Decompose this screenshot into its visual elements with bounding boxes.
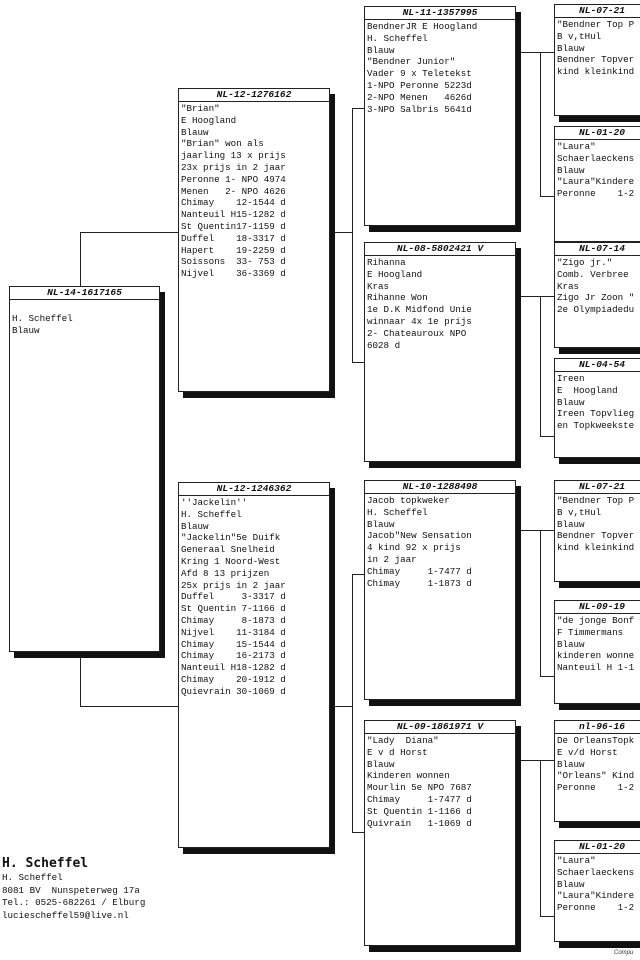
ring-number: nl-96-16 <box>555 721 640 734</box>
connector-line <box>540 916 554 917</box>
card-line: St Quentin17-1159 d <box>181 220 286 232</box>
card-line: H. Scheffel <box>367 506 428 518</box>
ring-number: NL-14-1617165 <box>10 287 159 300</box>
card-line: in 2 jaar <box>367 553 417 565</box>
ring-number: NL-04-54 <box>555 359 640 372</box>
ring-number: NL-09-19 <box>555 601 640 614</box>
card-line: Peronne 1- NPO 4974 <box>181 173 286 185</box>
pedigree-card-gen4 <box>554 600 640 704</box>
pedigree-card-sire <box>178 88 330 392</box>
card-line: 1e D.K Midfond Unie <box>367 304 472 316</box>
connector-line <box>80 232 81 286</box>
card-line: 4 kind 92 x prijs <box>367 542 461 554</box>
card-line: Blauw <box>557 396 585 408</box>
pedigree-card-subject <box>9 286 160 652</box>
card-line: "Orleans" Kind <box>557 770 635 782</box>
card-line: 3-NPO Salbris 5641d <box>367 103 472 115</box>
card-line: Blauw <box>557 878 585 890</box>
card-line: H. Scheffel <box>367 32 428 44</box>
breeder-line: H. Scheffel <box>2 872 63 883</box>
card-line: Chimay 20-1912 d <box>181 673 286 685</box>
card-line: "Laura"Kindere <box>557 176 635 188</box>
card-line: Nanteuil H 1-1 <box>557 662 635 674</box>
card-line: Afd 8 13 prijzen <box>181 567 270 579</box>
card-line: E Hoogland <box>557 384 618 396</box>
pedigree-card-gen4 <box>554 480 640 582</box>
card-line: Chimay 8-1873 d <box>181 614 286 626</box>
ring-number: NL-10-1288498 <box>365 481 515 494</box>
card-line: 2e Olympiadedu <box>557 304 635 316</box>
card-line: Bendner Topver <box>557 530 635 542</box>
card-line: Jacob"New Sensation <box>367 530 472 542</box>
card-line: kind kleinkind <box>557 542 635 554</box>
card-line: Menen 2- NPO 4626 <box>181 185 286 197</box>
connector-line <box>352 832 364 833</box>
card-line: Kring 1 Noord-West <box>181 555 281 567</box>
card-line: "Laura"Kindere <box>557 890 635 902</box>
card-line: Nanteuil H15-1282 d <box>181 209 286 221</box>
ring-number: NL-07-21 <box>555 5 640 18</box>
card-line: "Zigo jr." <box>557 257 613 268</box>
card-line: Chimay 1-1873 d <box>367 577 472 589</box>
ring-number: NL-01-20 <box>555 841 640 854</box>
connector-line <box>540 196 554 197</box>
connector-line <box>352 108 353 233</box>
card-line: Blauw <box>181 126 209 138</box>
card-line: Vader 9 x Teletekst <box>367 68 472 80</box>
card-line: Mourlin 5e NPO 7687 <box>367 782 472 794</box>
connector-line <box>516 296 554 297</box>
card-line: Rihanne Won <box>367 292 428 304</box>
card-line: "Bendner Top P <box>557 19 635 30</box>
connector-line <box>352 232 353 362</box>
pedigree-card-dam <box>178 482 330 848</box>
card-line: Schaerlaeckens <box>557 152 635 164</box>
card-line: winnaar 4x 1e prijs <box>367 315 472 327</box>
card-line: B v,tHul <box>557 506 602 518</box>
ring-number: NL-08-5802421 V <box>365 243 515 256</box>
card-line: Jacob topkweker <box>367 495 450 506</box>
card-line: Ireen <box>557 373 585 384</box>
software-credit: Compu <box>614 950 634 956</box>
card-line: Blauw <box>557 518 585 530</box>
connector-line <box>540 676 554 677</box>
card-line: Blauw <box>367 518 395 530</box>
card-line <box>12 301 159 313</box>
card-line: "Laura" <box>557 855 596 866</box>
card-line: Nijvel 36-3369 d <box>181 268 286 280</box>
card-line: Comb. Verbree <box>557 268 629 280</box>
card-line: Nijvel 11-3184 d <box>181 626 286 638</box>
card-line: Blauw <box>367 758 395 770</box>
card-line: "de jonge Bonf <box>557 615 635 626</box>
connector-line <box>540 296 541 437</box>
card-line: E v d Horst <box>367 746 428 758</box>
card-line: ''Jackelin'' <box>181 497 248 508</box>
card-line: Peronne 1-2 <box>557 782 635 794</box>
card-line: 2-NPO Menen 4626d <box>367 91 472 103</box>
card-line: "Lady Diana" <box>367 735 439 746</box>
card-line: E v/d Horst <box>557 746 618 758</box>
connector-line <box>540 436 554 437</box>
connector-line <box>352 574 364 575</box>
card-line: "Laura" <box>557 141 596 152</box>
connector-line <box>516 52 554 53</box>
ring-number: NL-12-1246362 <box>179 483 329 496</box>
breeder-info <box>2 856 145 922</box>
card-line: Quivrain 1-1069 d <box>367 817 472 829</box>
card-line: Zigo Jr Zoon " <box>557 292 635 304</box>
card-line: "Bendner Junior" <box>367 56 456 68</box>
card-line: Chimay 12-1544 d <box>181 197 286 209</box>
connector-line <box>352 362 364 363</box>
card-line: Peronne 1-2 <box>557 188 635 200</box>
card-line: De OrleansTopk <box>557 735 635 746</box>
connector-line <box>80 706 179 707</box>
card-line: Duffel 18-3317 d <box>181 232 286 244</box>
card-line: Chimay 15-1544 d <box>181 638 286 650</box>
card-line: Bendner Topver <box>557 54 635 66</box>
card-line: Generaal Snelheid <box>181 544 275 556</box>
card-line: en Topkweekste <box>557 420 635 432</box>
card-line: E Hoogland <box>181 114 237 126</box>
card-line: Hapert 19-2259 d <box>181 244 286 256</box>
card-line: 2- Chateauroux NPO <box>367 327 467 339</box>
card-line: Blauw <box>12 324 40 336</box>
connector-line <box>516 760 554 761</box>
card-line: Blauw <box>557 758 585 770</box>
card-line: Rihanna <box>367 257 406 268</box>
card-line: kinderen wonne <box>557 650 635 662</box>
card-line: jaarling 13 x prijs <box>181 150 286 162</box>
card-line: Peronne 1-2 <box>557 902 635 914</box>
card-line: Kinderen wonnen <box>367 770 450 782</box>
card-line: Duffel 3-3317 d <box>181 591 286 603</box>
card-line: 6028 d <box>367 339 401 351</box>
pedigree-card-gen4 <box>554 4 640 116</box>
connector-line <box>516 530 554 531</box>
connector-line <box>330 706 353 707</box>
connector-line <box>540 760 541 917</box>
connector-line <box>80 232 179 233</box>
card-line: H. Scheffel <box>12 312 73 324</box>
card-line: St Quentin 1-1166 d <box>367 805 472 817</box>
card-line: Blauw <box>181 520 209 532</box>
card-line: kind kleinkind <box>557 66 635 78</box>
card-line: BendnerJR E Hoogland <box>367 21 478 32</box>
card-line: Chimay 1-7477 d <box>367 793 472 805</box>
ring-number: NL-09-1861971 V <box>365 721 515 734</box>
card-line: Ireen Topvlieg <box>557 408 635 420</box>
ring-number: NL-11-1357995 <box>365 7 515 20</box>
card-line: H. Scheffel <box>181 508 242 520</box>
card-line: Kras <box>557 280 580 292</box>
card-line: Kras <box>367 280 390 292</box>
card-line: Nanteuil H18-1282 d <box>181 662 286 674</box>
card-line: Blauw <box>367 44 395 56</box>
connector-line <box>540 530 541 677</box>
card-line: St Quentin 7-1166 d <box>181 603 286 615</box>
card-line: F Timmermans <box>557 626 624 638</box>
connector-line <box>352 706 353 833</box>
ring-number: NL-07-14 <box>555 243 640 256</box>
card-line: "Jackelin"5e Duifk <box>181 532 281 544</box>
connector-line <box>352 574 353 707</box>
connector-line <box>352 108 364 109</box>
pedigree-card-dam-sire <box>364 480 516 700</box>
pedigree-card-gen4 <box>554 358 640 458</box>
card-line: Chimay 1-7477 d <box>367 565 472 577</box>
connector-line <box>330 232 353 233</box>
pedigree-card-sire-dam <box>364 242 516 462</box>
card-line: Schaerlaeckens <box>557 866 635 878</box>
ring-number: NL-12-1276162 <box>179 89 329 102</box>
card-line: "Brian" won als <box>181 138 264 150</box>
breeder-address: 8081 BV Nunspeterweg 17a <box>2 884 140 896</box>
pedigree-card-sire-sire <box>364 6 516 226</box>
card-line: Blauw <box>557 164 585 176</box>
breeder-email: luciescheffel59@live.nl <box>2 909 129 921</box>
card-line: 25x prijs in 2 jaar <box>181 579 286 591</box>
card-line: 23x prijs in 2 jaar <box>181 161 286 173</box>
card-line: B v,tHul <box>557 30 602 42</box>
ring-number: NL-01-20 <box>555 127 640 140</box>
connector-line <box>540 52 541 197</box>
pedigree-card-gen4 <box>554 242 640 348</box>
card-line: 1-NPO Peronne 5223d <box>367 79 472 91</box>
card-line: Quievrain 30-1069 d <box>181 685 286 697</box>
card-line: Blauw <box>557 638 585 650</box>
connector-line <box>80 652 81 706</box>
card-line: Soissons 33- 753 d <box>181 256 286 268</box>
card-line: E Hoogland <box>367 268 423 280</box>
breeder-name: H. Scheffel <box>2 856 89 871</box>
card-line: "Bendner Top P <box>557 495 635 506</box>
card-line: Blauw <box>557 42 585 54</box>
breeder-phone: Tel.: 0525-682261 / Elburg <box>2 897 146 908</box>
pedigree-card-gen4 <box>554 840 640 942</box>
pedigree-card-dam-dam <box>364 720 516 946</box>
pedigree-card-gen4 <box>554 126 640 242</box>
card-line: Chimay 16-2173 d <box>181 650 286 662</box>
ring-number: NL-07-21 <box>555 481 640 494</box>
pedigree-card-gen4 <box>554 720 640 822</box>
card-line: "Brian" <box>181 103 220 114</box>
